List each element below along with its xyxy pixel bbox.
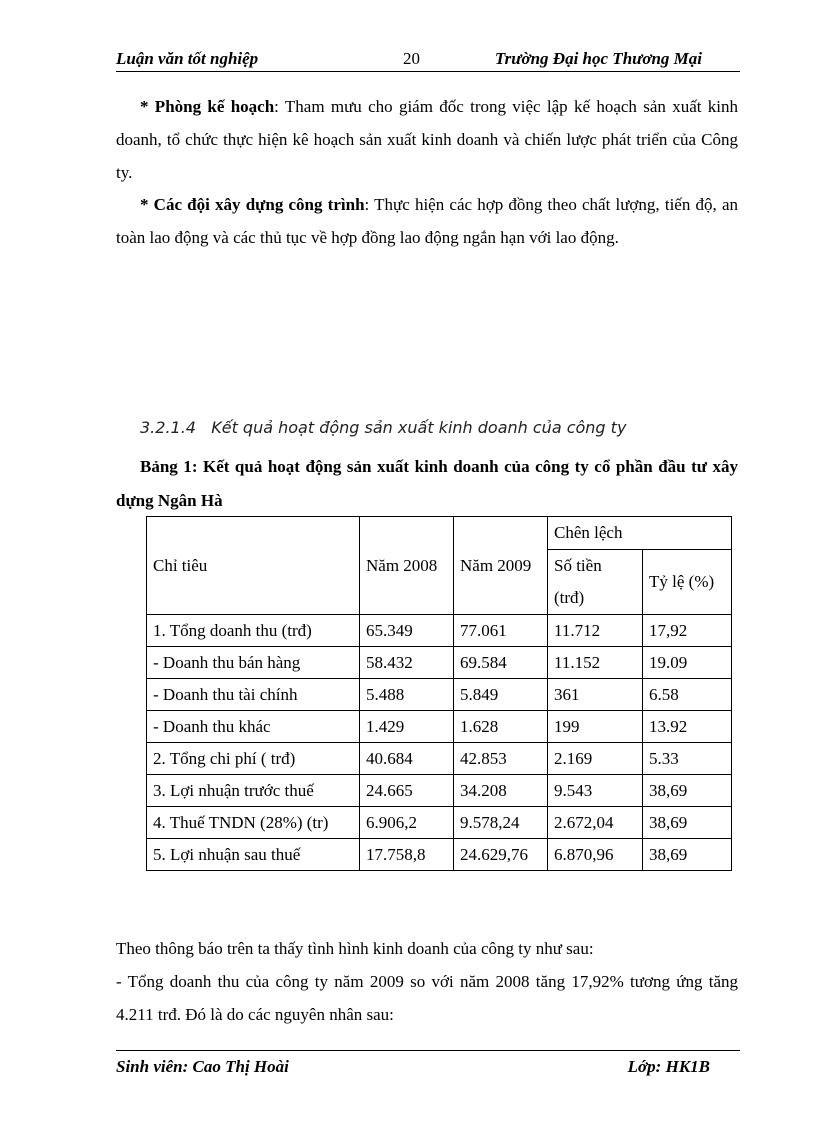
header-year-2008: Năm 2008 — [360, 517, 454, 615]
page-number: 20 — [403, 49, 420, 68]
row-label: - Doanh thu khác — [147, 711, 360, 743]
row-ratio: 38,69 — [643, 775, 732, 807]
row-ratio: 19.09 — [643, 647, 732, 679]
row-value-2009: 9.578,24 — [454, 807, 548, 839]
row-amount: 6.870,96 — [548, 839, 643, 871]
footer-class: Lớp: HK1B — [627, 1057, 710, 1076]
section-heading: 3.2.1.4 Kết quả hoạt động sản xuất kinh doanh của công ty — [140, 418, 627, 437]
row-label: 5. Lợi nhuận sau thuế — [147, 839, 360, 871]
row-ratio: 38,69 — [643, 839, 732, 871]
row-ratio: 17,92 — [643, 615, 732, 647]
row-value-2008: 40.684 — [360, 743, 454, 775]
row-label: 2. Tổng chi phí ( trđ) — [147, 743, 360, 775]
row-value-2009: 1.628 — [454, 711, 548, 743]
row-value-2009: 42.853 — [454, 743, 548, 775]
row-label: - Doanh thu tài chính — [147, 679, 360, 711]
row-value-2008: 65.349 — [360, 615, 454, 647]
header-year-2009: Năm 2009 — [454, 517, 548, 615]
planning-dept-label: * Phòng kế hoạch — [140, 97, 275, 116]
row-amount: 2.672,04 — [548, 807, 643, 839]
table-row — [147, 775, 732, 807]
table-row — [147, 839, 732, 871]
header-amount: Số tiền (trđ) — [548, 550, 643, 615]
table-caption-label: Bảng 1 — [140, 457, 192, 476]
table-caption — [116, 450, 738, 518]
row-label: 1. Tổng doanh thu (trđ) — [147, 615, 360, 647]
page-footer — [116, 1050, 740, 1077]
row-value-2009: 77.061 — [454, 615, 548, 647]
header-thesis-title: Luận văn tốt nghiệp — [116, 49, 259, 68]
row-value-2009: 24.629,76 — [454, 839, 548, 871]
header-indicator: Chỉ tiêu — [147, 517, 360, 615]
construction-teams-text: : Thực hiện các hợp đồng theo chất lượng, tiến độ, an toàn lao động và các thủ tục về hợp đồng lao động ngắn hạn với lao động. — [116, 195, 738, 247]
row-value-2008: 6.906,2 — [360, 807, 454, 839]
table-row — [147, 743, 732, 775]
row-value-2008: 24.665 — [360, 775, 454, 807]
row-amount: 2.169 — [548, 743, 643, 775]
construction-teams-label: * Các đội xây dựng công trình — [140, 195, 365, 214]
results-table — [146, 516, 732, 871]
row-label: 4. Thuế TNDN (28%) (tr) — [147, 807, 360, 839]
row-ratio: 13.92 — [643, 711, 732, 743]
row-ratio: 38,69 — [643, 807, 732, 839]
planning-dept-text: : Tham mưu cho giám đốc trong việc lập kế hoạch sản xuất kinh doanh, tổ chức thực hiện kê hoạch sản xuất kinh doanh và chiến lược phát triển của Công ty. — [116, 97, 738, 182]
row-value-2009: 5.849 — [454, 679, 548, 711]
row-label: 3. Lợi nhuận trước thuế — [147, 775, 360, 807]
header-difference: Chên lệch — [548, 517, 732, 550]
row-label: - Doanh thu bán hàng — [147, 647, 360, 679]
paragraph-planning-dept — [116, 90, 738, 189]
header-ratio: Tỷ lệ (%) — [643, 550, 732, 615]
paragraph-construction-teams — [116, 188, 738, 254]
row-value-2008: 58.432 — [360, 647, 454, 679]
row-amount: 9.543 — [548, 775, 643, 807]
row-value-2009: 69.584 — [454, 647, 548, 679]
header-university: Trường Đại học Thương Mại — [494, 49, 702, 68]
row-value-2009: 34.208 — [454, 775, 548, 807]
table-row — [147, 615, 732, 647]
footer-student: Sinh viên: Cao Thị Hoài — [116, 1057, 289, 1076]
paragraph-revenue: - Tổng doanh thu của công ty năm 2009 so với năm 2008 tăng 17,92% tương ứng tăng 4.211 trđ. Đó là do các nguyên nhân sau: — [116, 972, 738, 1024]
table-caption-text: : Kết quả hoạt động sản xuất kinh doanh của công ty cổ phần đầu tư xây dựng Ngân Hà — [116, 457, 738, 510]
row-amount: 199 — [548, 711, 643, 743]
table-row — [147, 679, 732, 711]
table-header-row — [147, 517, 732, 550]
row-ratio: 6.58 — [643, 679, 732, 711]
row-amount: 11.152 — [548, 647, 643, 679]
row-value-2008: 5.488 — [360, 679, 454, 711]
paragraph-summary: Theo thông báo trên ta thấy tình hình kinh doanh của công ty như sau: — [116, 939, 594, 958]
row-ratio: 5.33 — [643, 743, 732, 775]
row-amount: 11.712 — [548, 615, 643, 647]
row-value-2008: 1.429 — [360, 711, 454, 743]
table-row — [147, 807, 732, 839]
table-row — [147, 711, 732, 743]
row-amount: 361 — [548, 679, 643, 711]
row-value-2008: 17.758,8 — [360, 839, 454, 871]
table-row — [147, 647, 732, 679]
page-header — [116, 47, 740, 72]
